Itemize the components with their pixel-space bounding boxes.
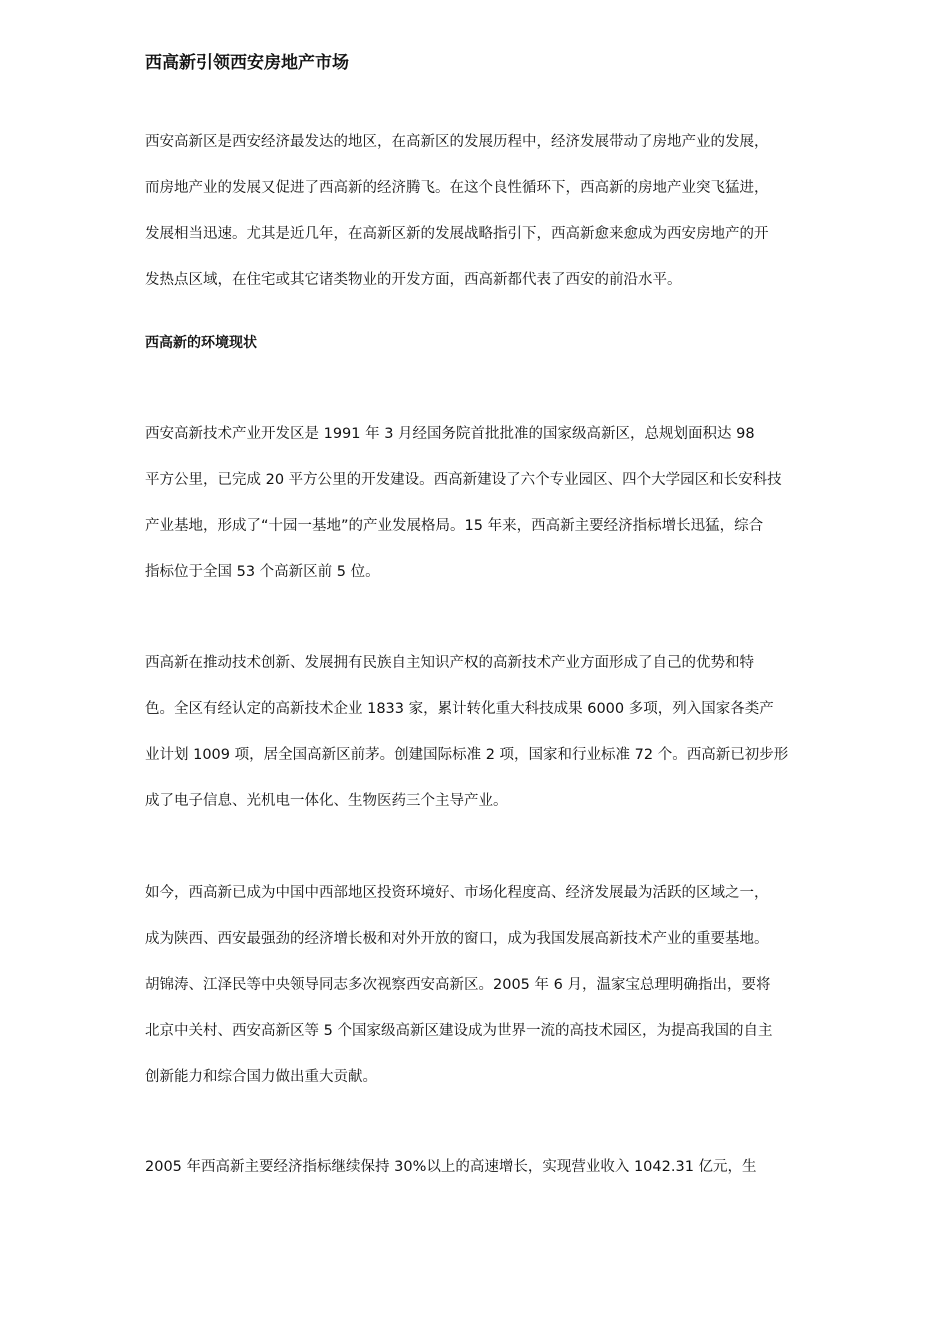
paragraph-growth-2005	[145, 1156, 885, 1202]
paragraph-line: 西高新在推动技术创新、发展拥有民族自主知识产权的高新技术产业方面形成了自己的优势和特	[145, 655, 754, 671]
paragraph-line: 如今，西高新已成为中国中西部地区投资环境好、市场化程度高、经济发展最为活跃的区域之一，	[145, 885, 769, 901]
paragraph-line: 发展相当迅速。尤其是近几年，在高新区新的发展战略指引下，西高新愈来愈成为西安房地产的开	[145, 226, 769, 242]
paragraph-innovation	[145, 652, 885, 836]
paragraph-line: 成为陕西、西安最强劲的经济增长极和对外开放的窗口，成为我国发展高新技术产业的重要基地。	[145, 931, 769, 947]
paragraph-line: 指标位于全国 53 个高新区前 5 位。	[145, 564, 380, 580]
section-heading: 西高新的环境现状	[145, 335, 257, 351]
paragraph-line: 产业基地，形成了“十园一基地”的产业发展格局。15 年来，西高新主要经济指标增长迅猛，综合	[145, 518, 764, 534]
paragraph-intro	[145, 131, 885, 315]
paragraph-zone-overview	[145, 423, 885, 607]
paragraph-line: 2005 年西高新主要经济指标继续保持 30%以上的高速增长，实现营业收入 1042.31 亿元，生	[145, 1159, 757, 1175]
paragraph-status	[145, 882, 885, 1112]
paragraph-line: 而房地产业的发展又促进了西高新的经济腾飞。在这个良性循环下，西高新的房地产业突飞猛进，	[145, 180, 769, 196]
paragraph-line: 西安高新区是西安经济最发达的地区，在高新区的发展历程中，经济发展带动了房地产业的发展，	[145, 134, 769, 150]
paragraph-line: 平方公里，已完成 20 平方公里的开发建设。西高新建设了六个专业园区、四个大学园区和长安科技	[145, 472, 782, 488]
paragraph-line: 胡锦涛、江泽民等中央领导同志多次视察西安高新区。2005 年 6 月，温家宝总理明确指出，要将	[145, 977, 771, 993]
document-title: 西高新引领西安房地产市场	[145, 53, 349, 73]
paragraph-line: 色。全区有经认定的高新技术企业 1833 家，累计转化重大科技成果 6000 多项，列入国家各类产	[145, 701, 774, 717]
paragraph-line: 创新能力和综合国力做出重大贡献。	[145, 1069, 377, 1085]
paragraph-line: 北京中关村、西安高新区等 5 个国家级高新区建设成为世界一流的高技术园区，为提高我国的自主	[145, 1023, 773, 1039]
paragraph-line: 成了电子信息、光机电一体化、生物医药三个主导产业。	[145, 793, 508, 809]
paragraph-line: 发热点区域，在住宅或其它诸类物业的开发方面，西高新都代表了西安的前沿水平。	[145, 272, 682, 288]
paragraph-line: 业计划 1009 项，居全国高新区前茅。创建国际标准 2 项，国家和行业标准 72 个。西高新已初步形	[145, 747, 789, 763]
paragraph-line: 西安高新技术产业开发区是 1991 年 3 月经国务院首批批准的国家级高新区，总规划面积达 98	[145, 426, 755, 442]
